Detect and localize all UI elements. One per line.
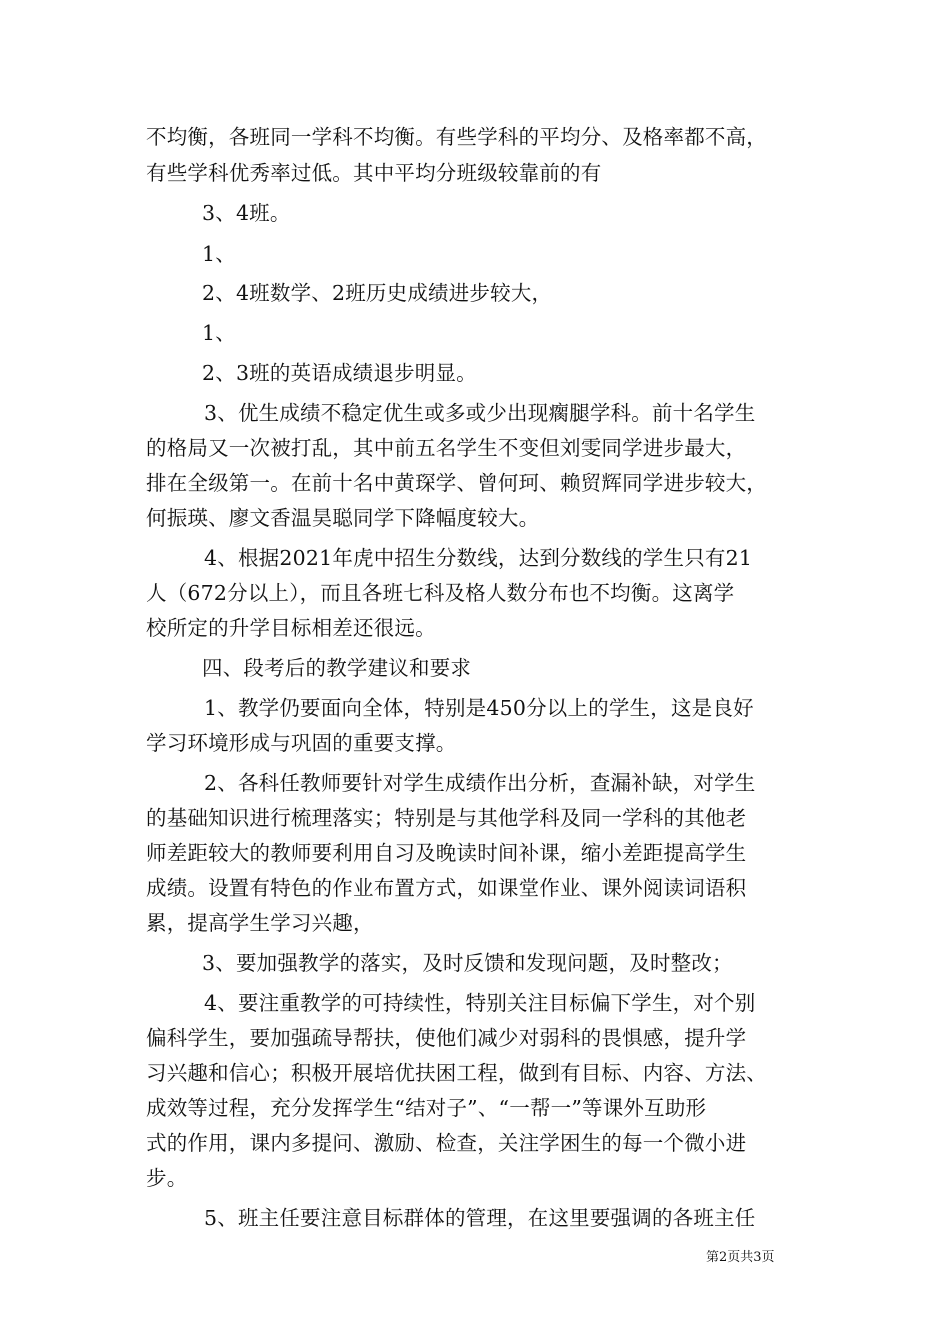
text-line: 的基础知识进行梳理落实；特别是与其他学科及同一学科的其他老: [146, 806, 747, 830]
text-line: 2、各科任教师要针对学生成绩作出分析，查漏补缺，对学生: [204, 771, 756, 795]
text-line: 学习环境形成与巩固的重要支撑。: [146, 731, 457, 755]
text-line: 3、要加强教学的落实，及时反馈和发现问题，及时整改；: [202, 951, 733, 975]
text-line: 何振瑛、廖文香温昊聪同学下降幅度较大。: [146, 506, 540, 530]
text-line: 校所定的升学目标相差还很远。: [146, 616, 436, 640]
text-line: 3、优生成绩不稳定优生或多或少出现瘸腿学科。前十名学生: [204, 401, 756, 425]
text-line: 偏科学生，要加强疏导帮扶，使他们减少对弱科的畏惧感，提升学: [146, 1026, 747, 1050]
text-line: 的格局又一次被打乱，其中前五名学生不变但刘雯同学进步最大，: [146, 436, 747, 460]
text-line: 1、: [202, 242, 236, 266]
text-line: 步。: [146, 1166, 188, 1190]
text-line: 1、: [202, 321, 236, 345]
text-line: 式的作用，课内多提问、激励、检查，关注学困生的每一个微小进: [146, 1131, 747, 1155]
text-line: 5、班主任要注意目标群体的管理，在这里要强调的各班主任: [204, 1206, 756, 1230]
section-heading: 四、段考后的教学建议和要求: [202, 656, 472, 680]
text-line: 2、4班数学、2班历史成绩进步较大，: [202, 281, 553, 305]
text-line: 排在全级第一。在前十名中黄琛学、曾何珂、赖贸辉同学进步较大，: [146, 471, 767, 495]
text-line: 人（672分以上），而且各班七科及格人数分布也不均衡。这离学: [146, 581, 735, 605]
text-line: 有些学科优秀率过低。其中平均分班级较靠前的有: [146, 161, 602, 185]
text-line: 成绩。设置有特色的作业布置方式，如课堂作业、课外阅读词语积: [146, 876, 747, 900]
text-line: 师差距较大的教师要利用自习及晚读时间补课，缩小差距提高学生: [146, 841, 747, 865]
text-line: 成效等过程，充分发挥学生“结对子”、“一帮一”等课外互助形: [146, 1096, 707, 1120]
text-line: 累，提高学生学习兴趣，: [146, 911, 374, 935]
text-line: 不均衡，各班同一学科不均衡。有些学科的平均分、及格率都不高，: [146, 125, 767, 149]
text-line: 1、教学仍要面向全体，特别是450分以上的学生，这是良好: [204, 696, 754, 720]
text-line: 3、4班。: [202, 201, 291, 225]
text-line: 习兴趣和信心；积极开展培优扶困工程，做到有目标、内容、方法、: [146, 1061, 767, 1085]
text-line: 4、根据2021年虎中招生分数线，达到分数线的学生只有21: [204, 546, 753, 570]
text-line: 4、要注重教学的可持续性，特别关注目标偏下学生，对个别: [204, 991, 756, 1015]
page-number-footer: 第2页共3页: [706, 1250, 775, 1265]
text-line: 2、3班的英语成绩退步明显。: [202, 361, 477, 385]
